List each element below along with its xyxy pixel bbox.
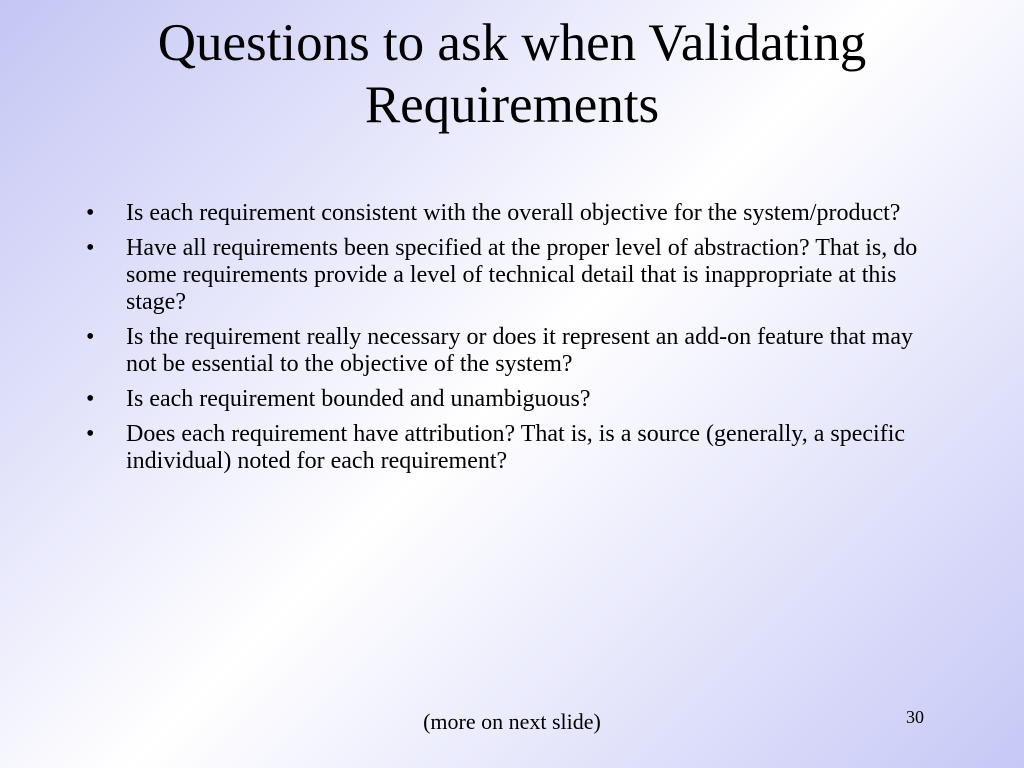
bullet-text: Is the requirement really necessary or does it represent an add-on feature that may not be essential to the objective of the system? (126, 324, 913, 377)
bullet-text: Is each requirement bounded and unambiguous? (126, 386, 591, 412)
slide-title: Questions to ask when Validating Requirements (157, 14, 867, 134)
bullet-icon: • (86, 235, 95, 261)
bullet-icon: • (86, 386, 95, 412)
bullet-icon: • (86, 200, 95, 226)
bullet-item (86, 421, 946, 475)
slide-number: 30 (906, 707, 924, 727)
bullet-icon: • (86, 421, 95, 447)
footer-note: (more on next slide) (423, 709, 601, 734)
bullet-item (86, 386, 946, 413)
bullet-list (86, 200, 946, 483)
bullet-item (86, 235, 946, 316)
bullet-text: Does each requirement have attribution? That is, is a source (generally, a specific individual) noted for each requirement? (126, 421, 906, 474)
bullet-text: Is each requirement consistent with the overall objective for the system/product? (126, 200, 901, 226)
bullet-icon: • (86, 324, 95, 350)
bullet-item (86, 324, 946, 378)
bullet-item (86, 200, 946, 227)
bullet-text: Have all requirements been specified at the proper level of abstraction? That is, do some requirements provide a level of technical detail that is inappropriate at this stage? (126, 235, 918, 315)
